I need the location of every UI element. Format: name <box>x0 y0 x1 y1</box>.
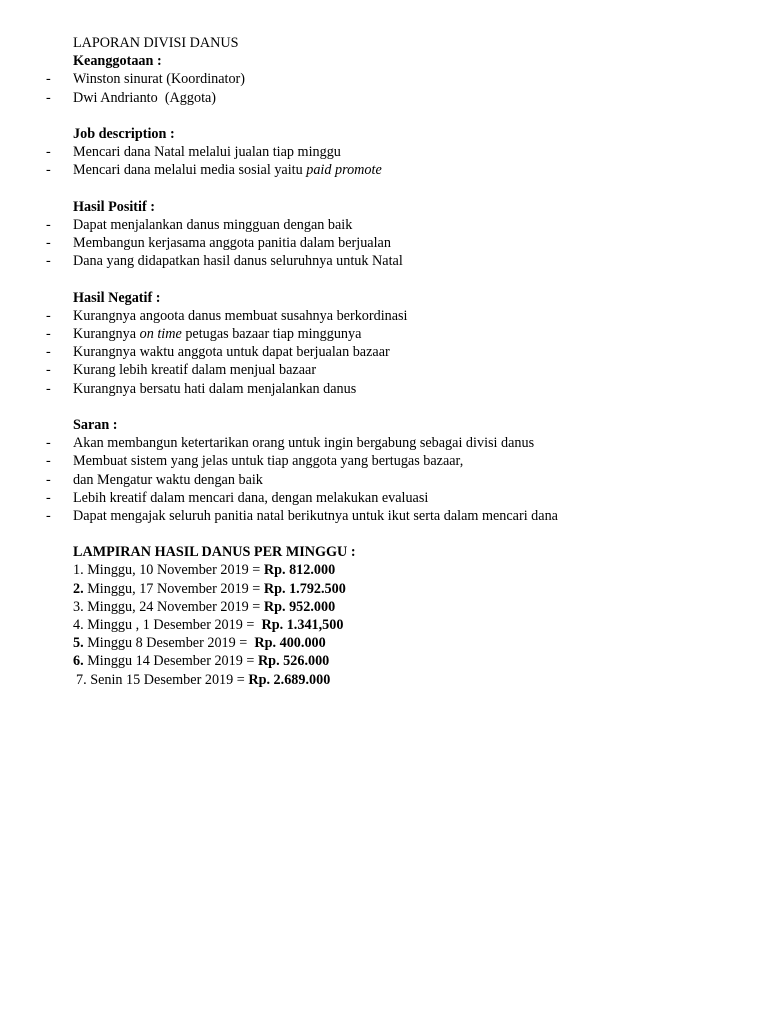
keanggotaan-heading-line <box>0 52 768 70</box>
lampiran-entry-num: 5. <box>73 635 84 652</box>
lampiran-entry-date: Minggu , 1 Desember 2019 = <box>83 617 262 633</box>
bullet-dash: - <box>46 326 51 342</box>
list-item <box>0 70 768 88</box>
saran-item: Dapat mengajak seluruh panitia natal berikutnya untuk ikut serta dalam mencari dana <box>73 507 558 524</box>
lampiran-entry <box>0 671 768 689</box>
job-item: Mencari dana Natal melalui jualan tiap minggu <box>73 144 341 161</box>
lampiran-entry <box>0 561 768 579</box>
lampiran-entry-num: 3. <box>73 598 84 615</box>
saran-item: Lebih kreatif dalam mencari dana, dengan melakukan evaluasi <box>73 489 429 506</box>
job-heading-line <box>0 125 768 143</box>
list-item <box>0 89 768 107</box>
bullet-dash: - <box>46 89 51 106</box>
bullet-dash: - <box>46 235 51 252</box>
bullet-dash: - <box>46 144 51 161</box>
document-title: LAPORAN DIVISI DANUS <box>73 35 239 51</box>
saran-heading-line <box>0 416 768 434</box>
saran-item: dan Mengatur waktu dengan baik <box>73 471 263 488</box>
negatif-item: Kurangnya angoota danus membuat susahnya berkordinasi <box>73 307 408 324</box>
member-anggota: Dwi Andrianto (Aggota) <box>73 89 217 106</box>
bullet-dash: - <box>46 253 51 270</box>
lampiran-entry-num: 4. <box>73 617 84 633</box>
list-item <box>0 161 768 179</box>
positif-heading: Hasil Positif : <box>73 198 155 215</box>
lampiran-entry <box>0 634 768 652</box>
lampiran-entry <box>0 616 768 634</box>
lampiran-entry-amount: Rp. 526.000 <box>257 653 330 670</box>
bullet-dash: - <box>46 471 51 488</box>
lampiran-entry-date: Minggu, 24 November 2019 = <box>83 598 264 615</box>
lampiran-entry-num: 1. <box>73 562 84 579</box>
bullet-dash: - <box>46 344 51 361</box>
lampiran-heading-line <box>0 543 768 561</box>
bullet-dash: - <box>46 435 51 452</box>
bullet-dash: - <box>46 216 51 233</box>
job-item <box>73 161 382 179</box>
document-page <box>0 34 768 689</box>
negatif-item: Kurang lebih kreatif dalam menjual bazaar <box>73 362 317 379</box>
lampiran-entry-date: Minggu 8 Desember 2019 = <box>83 635 255 652</box>
lampiran-entry-date: Minggu 14 Desember 2019 = <box>83 653 258 670</box>
negatif-heading: Hasil Negatif : <box>73 289 161 306</box>
lampiran-entry-date: Minggu, 17 November 2019 = <box>83 580 264 597</box>
lampiran-entry-amount: Rp. 400.000 <box>254 635 326 652</box>
saran-item: Akan membangun ketertarikan orang untuk ingin bergabung sebagai divisi danus <box>73 435 535 452</box>
list-item <box>0 143 768 161</box>
list-item <box>0 325 768 343</box>
list-item <box>0 471 768 489</box>
lampiran-entry-amount: Rp. 1.341,500 <box>261 617 344 633</box>
lampiran-entry-num: 2. <box>73 580 84 597</box>
bullet-dash: - <box>46 380 51 397</box>
negatif-item-italic: on time <box>139 326 182 342</box>
saran-item: Membuat sistem yang jelas untuk tiap anggota yang bertugas bazaar, <box>73 453 464 470</box>
bullet-dash: - <box>46 307 51 324</box>
lampiran-entry-num: 7. <box>76 671 87 688</box>
negatif-item <box>73 325 361 343</box>
job-heading: Job description : <box>73 125 175 142</box>
lampiran-entry-amount: Rp. 1.792.500 <box>263 580 346 597</box>
positif-item: Membangun kerjasama anggota panitia dalam berjualan <box>73 235 391 252</box>
lampiran-entry <box>0 598 768 616</box>
job-item-text: Mencari dana melalui media sosial yaitu <box>73 162 307 179</box>
negatif-heading-line <box>0 289 768 307</box>
positif-item: Dapat menjalankan danus mingguan dengan baik <box>73 216 353 233</box>
lampiran-entry-date: Senin 15 Desember 2019 = <box>86 671 249 688</box>
bullet-dash: - <box>46 507 51 524</box>
lampiran-entry-amount: Rp. 812.000 <box>263 562 336 579</box>
bullet-dash: - <box>46 162 51 179</box>
negatif-item-text: petugas bazaar tiap minggunya <box>181 326 362 342</box>
negatif-item-text: Kurangnya <box>73 326 140 342</box>
lampiran-entry-date: Minggu, 10 November 2019 = <box>83 562 264 579</box>
bullet-dash: - <box>46 71 51 88</box>
list-item <box>0 307 768 325</box>
list-item <box>0 252 768 270</box>
lampiran-entry-amount: Rp. 2.689.000 <box>248 671 331 688</box>
lampiran-entry-num: 6. <box>73 653 84 670</box>
lampiran-entry-amount: Rp. 952.000 <box>263 598 336 615</box>
list-item <box>0 343 768 361</box>
lampiran-entry <box>0 580 768 598</box>
member-koordinator: Winston sinurat (Koordinator) <box>73 71 246 88</box>
lampiran-entry <box>0 652 768 670</box>
list-item <box>0 216 768 234</box>
lampiran-heading: LAMPIRAN HASIL DANUS PER MINGGU : <box>73 544 356 561</box>
list-item <box>0 234 768 252</box>
negatif-item: Kurangnya waktu anggota untuk dapat berjualan bazaar <box>73 344 390 361</box>
list-item <box>0 361 768 379</box>
list-item <box>0 452 768 470</box>
positif-item: Dana yang didapatkan hasil danus seluruhnya untuk Natal <box>73 253 403 270</box>
negatif-item: Kurangnya bersatu hati dalam menjalankan danus <box>73 380 357 397</box>
bullet-dash: - <box>46 489 51 506</box>
title-line <box>0 34 768 52</box>
bullet-dash: - <box>46 362 51 379</box>
bullet-dash: - <box>46 453 51 470</box>
job-item-italic: paid promote <box>306 162 382 179</box>
list-item <box>0 380 768 398</box>
keanggotaan-heading: Keanggotaan : <box>73 53 162 70</box>
saran-heading: Saran : <box>73 416 118 433</box>
positif-heading-line <box>0 198 768 216</box>
list-item <box>0 434 768 452</box>
list-item <box>0 489 768 507</box>
list-item <box>0 507 768 525</box>
